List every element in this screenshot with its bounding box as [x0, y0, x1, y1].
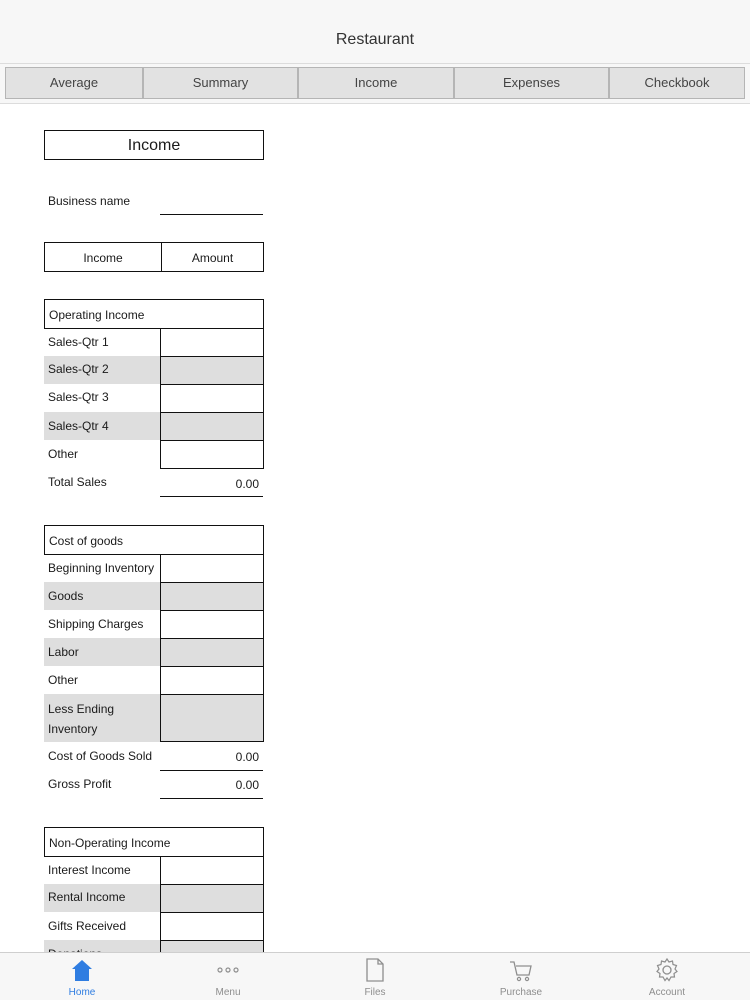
home-icon — [70, 957, 94, 983]
row-label: Sales-Qtr 3 — [48, 390, 109, 404]
less-ending-inventory-input[interactable] — [160, 694, 264, 742]
bottom-tab-bar — [0, 952, 750, 1000]
row-label: Shipping Charges — [48, 617, 144, 631]
tab-expenses[interactable]: Expenses — [454, 67, 609, 99]
nav-purchase-label: Purchase — [499, 987, 543, 998]
cart-icon — [509, 957, 533, 983]
tab-average[interactable]: Average — [5, 67, 143, 99]
tab-income[interactable]: Income — [298, 67, 454, 99]
table-header — [44, 242, 264, 272]
nav-files[interactable] — [335, 953, 415, 1001]
nav-purchase[interactable] — [481, 953, 561, 1001]
operating-income-header — [44, 299, 264, 329]
interest-income-input[interactable] — [160, 856, 264, 885]
nav-menu[interactable] — [188, 953, 268, 1001]
file-icon — [363, 957, 387, 983]
row-label: Sales-Qtr 2 — [48, 362, 109, 376]
nav-home[interactable] — [42, 953, 122, 1001]
tab-checkbook[interactable]: Checkbook — [609, 67, 745, 99]
cogs-sold-underline — [160, 770, 263, 771]
gross-profit-value: 0.00 — [235, 778, 259, 792]
goods-input[interactable] — [160, 582, 264, 611]
cogs-sold-value: 0.00 — [235, 750, 259, 764]
row-label: Other — [48, 673, 79, 687]
total-sales-underline — [160, 496, 263, 497]
gross-profit-label: Gross Profit — [48, 777, 112, 791]
header-amount: Amount — [191, 251, 234, 265]
operating-income-title: Operating Income — [49, 308, 145, 322]
beginning-inventory-input[interactable] — [160, 554, 264, 583]
business-name-underline — [160, 214, 263, 215]
tab-summary[interactable]: Summary — [143, 67, 298, 99]
sales-qtr2-input[interactable] — [160, 356, 264, 385]
row-label: Beginning Inventory — [48, 561, 155, 575]
gifts-received-input[interactable] — [160, 912, 264, 941]
form-title: Income — [127, 137, 181, 154]
income-form — [0, 104, 750, 952]
sales-qtr4-input[interactable] — [160, 412, 264, 441]
gross-profit-underline — [160, 798, 263, 799]
shipping-charges-input[interactable] — [160, 610, 264, 639]
cost-of-goods-header — [44, 525, 264, 555]
row-label: Interest Income — [48, 863, 131, 877]
more-icon — [216, 957, 240, 983]
row-label: Sales-Qtr 1 — [48, 335, 109, 349]
nav-header — [0, 0, 750, 64]
labor-input[interactable] — [160, 638, 264, 667]
tab-bar — [0, 64, 750, 104]
cost-of-goods-title: Cost of goods — [49, 534, 124, 548]
nav-account-label: Account — [648, 987, 686, 998]
nav-menu-label: Menu — [215, 987, 241, 998]
app-title: Restaurant — [335, 31, 415, 48]
non-operating-income-title: Non-Operating Income — [49, 836, 171, 850]
row-label: Sales-Qtr 4 — [48, 419, 109, 433]
gear-icon — [655, 957, 679, 983]
row-label: Goods — [48, 589, 84, 603]
operating-other-input[interactable] — [160, 440, 264, 469]
header-income: Income — [83, 251, 123, 265]
nav-files-label: Files — [364, 987, 386, 998]
nav-account[interactable] — [627, 953, 707, 1001]
cogs-other-input[interactable] — [160, 666, 264, 695]
non-operating-income-header — [44, 827, 264, 857]
nav-home-label: Home — [68, 987, 96, 998]
total-sales-label: Total Sales — [48, 475, 107, 489]
sales-qtr1-input[interactable] — [160, 328, 264, 357]
sales-qtr3-input[interactable] — [160, 384, 264, 413]
row-label: Other — [48, 447, 79, 461]
total-sales-value: 0.00 — [235, 477, 259, 491]
row-label: Rental Income — [48, 890, 126, 904]
less-ending-label: Less Ending — [48, 702, 115, 716]
cogs-sold-label: Cost of Goods Sold — [48, 749, 153, 763]
row-label: Labor — [48, 645, 79, 659]
business-name-label: Business name — [48, 194, 131, 208]
rental-income-input[interactable] — [160, 884, 264, 913]
less-ending-label-2: Inventory — [48, 722, 98, 736]
row-label: Gifts Received — [48, 919, 127, 933]
form-title-box — [44, 130, 264, 160]
